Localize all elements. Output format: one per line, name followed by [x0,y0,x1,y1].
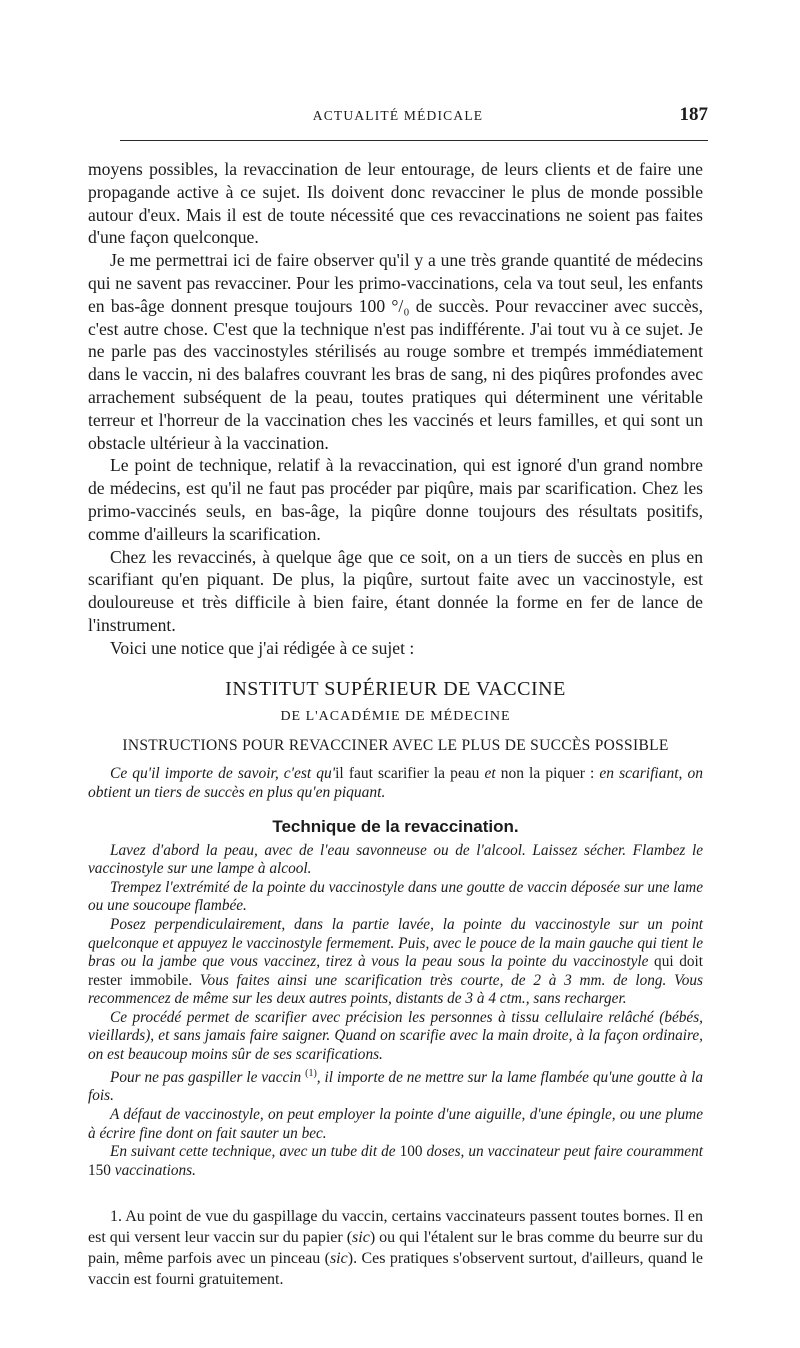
header-rule [120,140,708,141]
footnote-part: sic [352,1229,370,1247]
footnote-ref[interactable]: (1) [305,1067,317,1079]
notice-subtitle: DE L'ACADÉMIE DE MÉDECINE [280,708,511,724]
page-header [88,106,708,132]
paragraph: Voici une notice que j'ai rédigée à ce sujet : [110,637,415,658]
technique-step [88,1065,703,1106]
technique-title: Technique de la revaccination. [272,816,519,836]
step-part: Vous faites ainsi une scarification très courte, de 2 à 3 mm. de long. Vous recommencez de même sur les deux autres points, distants de 3 à 4 ctm., sans recharger. [88,971,703,1008]
notice-title-block [88,676,703,756]
technique-step: Trempez l'extrémité de la pointe du vaccinostyle dans une goutte de vaccin déposée sur une lame ou une soucoupe flambée. [88,878,703,915]
technique-step: Ce procédé permet de scarifier avec précision les personnes à tissu cellulaire relâché (bébés, vieillards), et sans jamais faire saigner. Quand on scarifie avec la main droite, à la façon ordinaire, on est beaucoup moins sûr de ses scarifications. [88,1008,703,1064]
lead-part: et [484,764,496,782]
lead-part: il faut scarifier la peau [335,764,485,782]
technique-step: Lavez d'abord la peau, avec de l'eau savonneuse ou de l'alcool. Laissez sécher. Flambez le vaccinostyle sur une lampe à alcool. [88,841,703,878]
paragraph: moyens possibles, la revaccination de leur entourage, de leurs clients et de faire une propagande active à ce sujet. Ils doivent donc revacciner le plus de monde possible autour d'eux. Mais il est de toute nécessité que ces revaccinations ne soient pas faites d'une façon quelconque. [88,159,703,248]
paragraph: Le point de technique, relatif à la revaccination, qui est ignoré d'un grand nombre de médecins, est qu'il ne faut pas procéder par piqûre, mais par scarification. Chez les primo-vaccinés seuls, en bas-âge, la piqûre donne toujours des résultats positifs, comme d'ailleurs la scarification. [88,455,703,544]
paragraph: Chez les revaccinés, à quelque âge que ce soit, on a un tiers de succès en plus en scarifiant qu'en piquant. De plus, la piqûre, surtout faite avec un vaccinostyle, est douloureuse et très difficile à bien faire, étant donnée la forme en fer de lance de l'instrument. [88,546,703,635]
footnote-part: sic [329,1250,348,1268]
footnote-part: 1. Au point de vue du gaspillage du vaccin, certains vaccinateurs passent toutes bornes. Il en est qui versent leur vaccin sur du papier ( [88,1208,703,1247]
page-number: 187 [679,104,708,125]
step-part: , il importe de ne mettre sur la lame flambée qu'une goutte à la fois. [88,1068,703,1105]
lead-part: non la piquer : [495,764,600,782]
step-part: 150 [88,1161,111,1179]
lead-part: en scarifiant, on obtient un tiers de succès en plus qu'en piquant. [88,764,703,801]
footnote-part: ) ou qui l'étalent sur le bras comme du beurre sur du pain, même parfois avec un pinceau ( [88,1229,703,1268]
running-title: ACTUALITÉ MÉDICALE [312,108,484,123]
step-part: Posez perpendiculairement, dans la partie lavée, la pointe du vaccinostyle sur un point quelconque et appuyez le vaccinostyle fermement. Puis, avec le pouce de la main gauche qui tient le bras ou la jambe que vous vaccinez, tirez à vous la peau sous la pointe du vaccinostyle [88,915,703,971]
notice-lead [88,764,703,802]
step-part: vaccinations. [110,1161,196,1179]
notice-heading: INSTRUCTIONS POUR REVACCINER AVEC LE PLUS DE SUCCÈS POSSIBLE [122,736,669,754]
footnote-part: ). Ces pratiques s'observent surtout, d'ailleurs, quand le vaccin est fourni gratuitement. [88,1250,704,1289]
step-part: qui doit rester immobile. [88,953,704,989]
notice-title: INSTITUT SUPÉRIEUR DE VACCINE [225,677,566,700]
footnote [88,1206,703,1290]
technique-step [88,1143,703,1180]
page-body [88,158,703,1306]
step-part: doses, un vaccinateur peut faire couramment [422,1143,703,1161]
paragraph: Je me permettrai ici de faire observer qu'il y a une très grande quantité de médecins qui ne savent pas revacciner. Pour les primo-vaccinations, cela va tout seul, les enfants en bas-âge donnent presque toujours 100 °/₀ de succès. Pour revacciner avec succès, c'est autre chose. C'est que la technique n'est pas indifférente. J'ai tout vu à ce sujet. Je ne parle pas des vaccinostyles stérilisés au rouge sombre et trempés immédiatement dans le vaccin, ni des balafres couvrant les bras de sang, ni des piqûres profondes avec arrachement subséquent de la peau, toutes pratiques qui déterminent une véritable terreur et l'horreur de la vaccination ches les vaccinés et leurs familles, et qui sont un obstacle ultérieur à la vaccination. [88,250,703,453]
step-part: En suivant cette technique, avec un tube dit de [110,1143,400,1161]
lead-part: Ce qu'il importe de savoir, c'est qu' [110,764,336,782]
step-part: Pour ne pas gaspiller le vaccin [110,1068,306,1086]
step-part: 100 [399,1143,423,1161]
technique-step: A défaut de vaccinostyle, on peut employer la pointe d'une aiguille, d'une épingle, ou une plume à écrire fine dont on fait sauter un bec. [88,1105,703,1142]
technique-step [88,916,703,1009]
